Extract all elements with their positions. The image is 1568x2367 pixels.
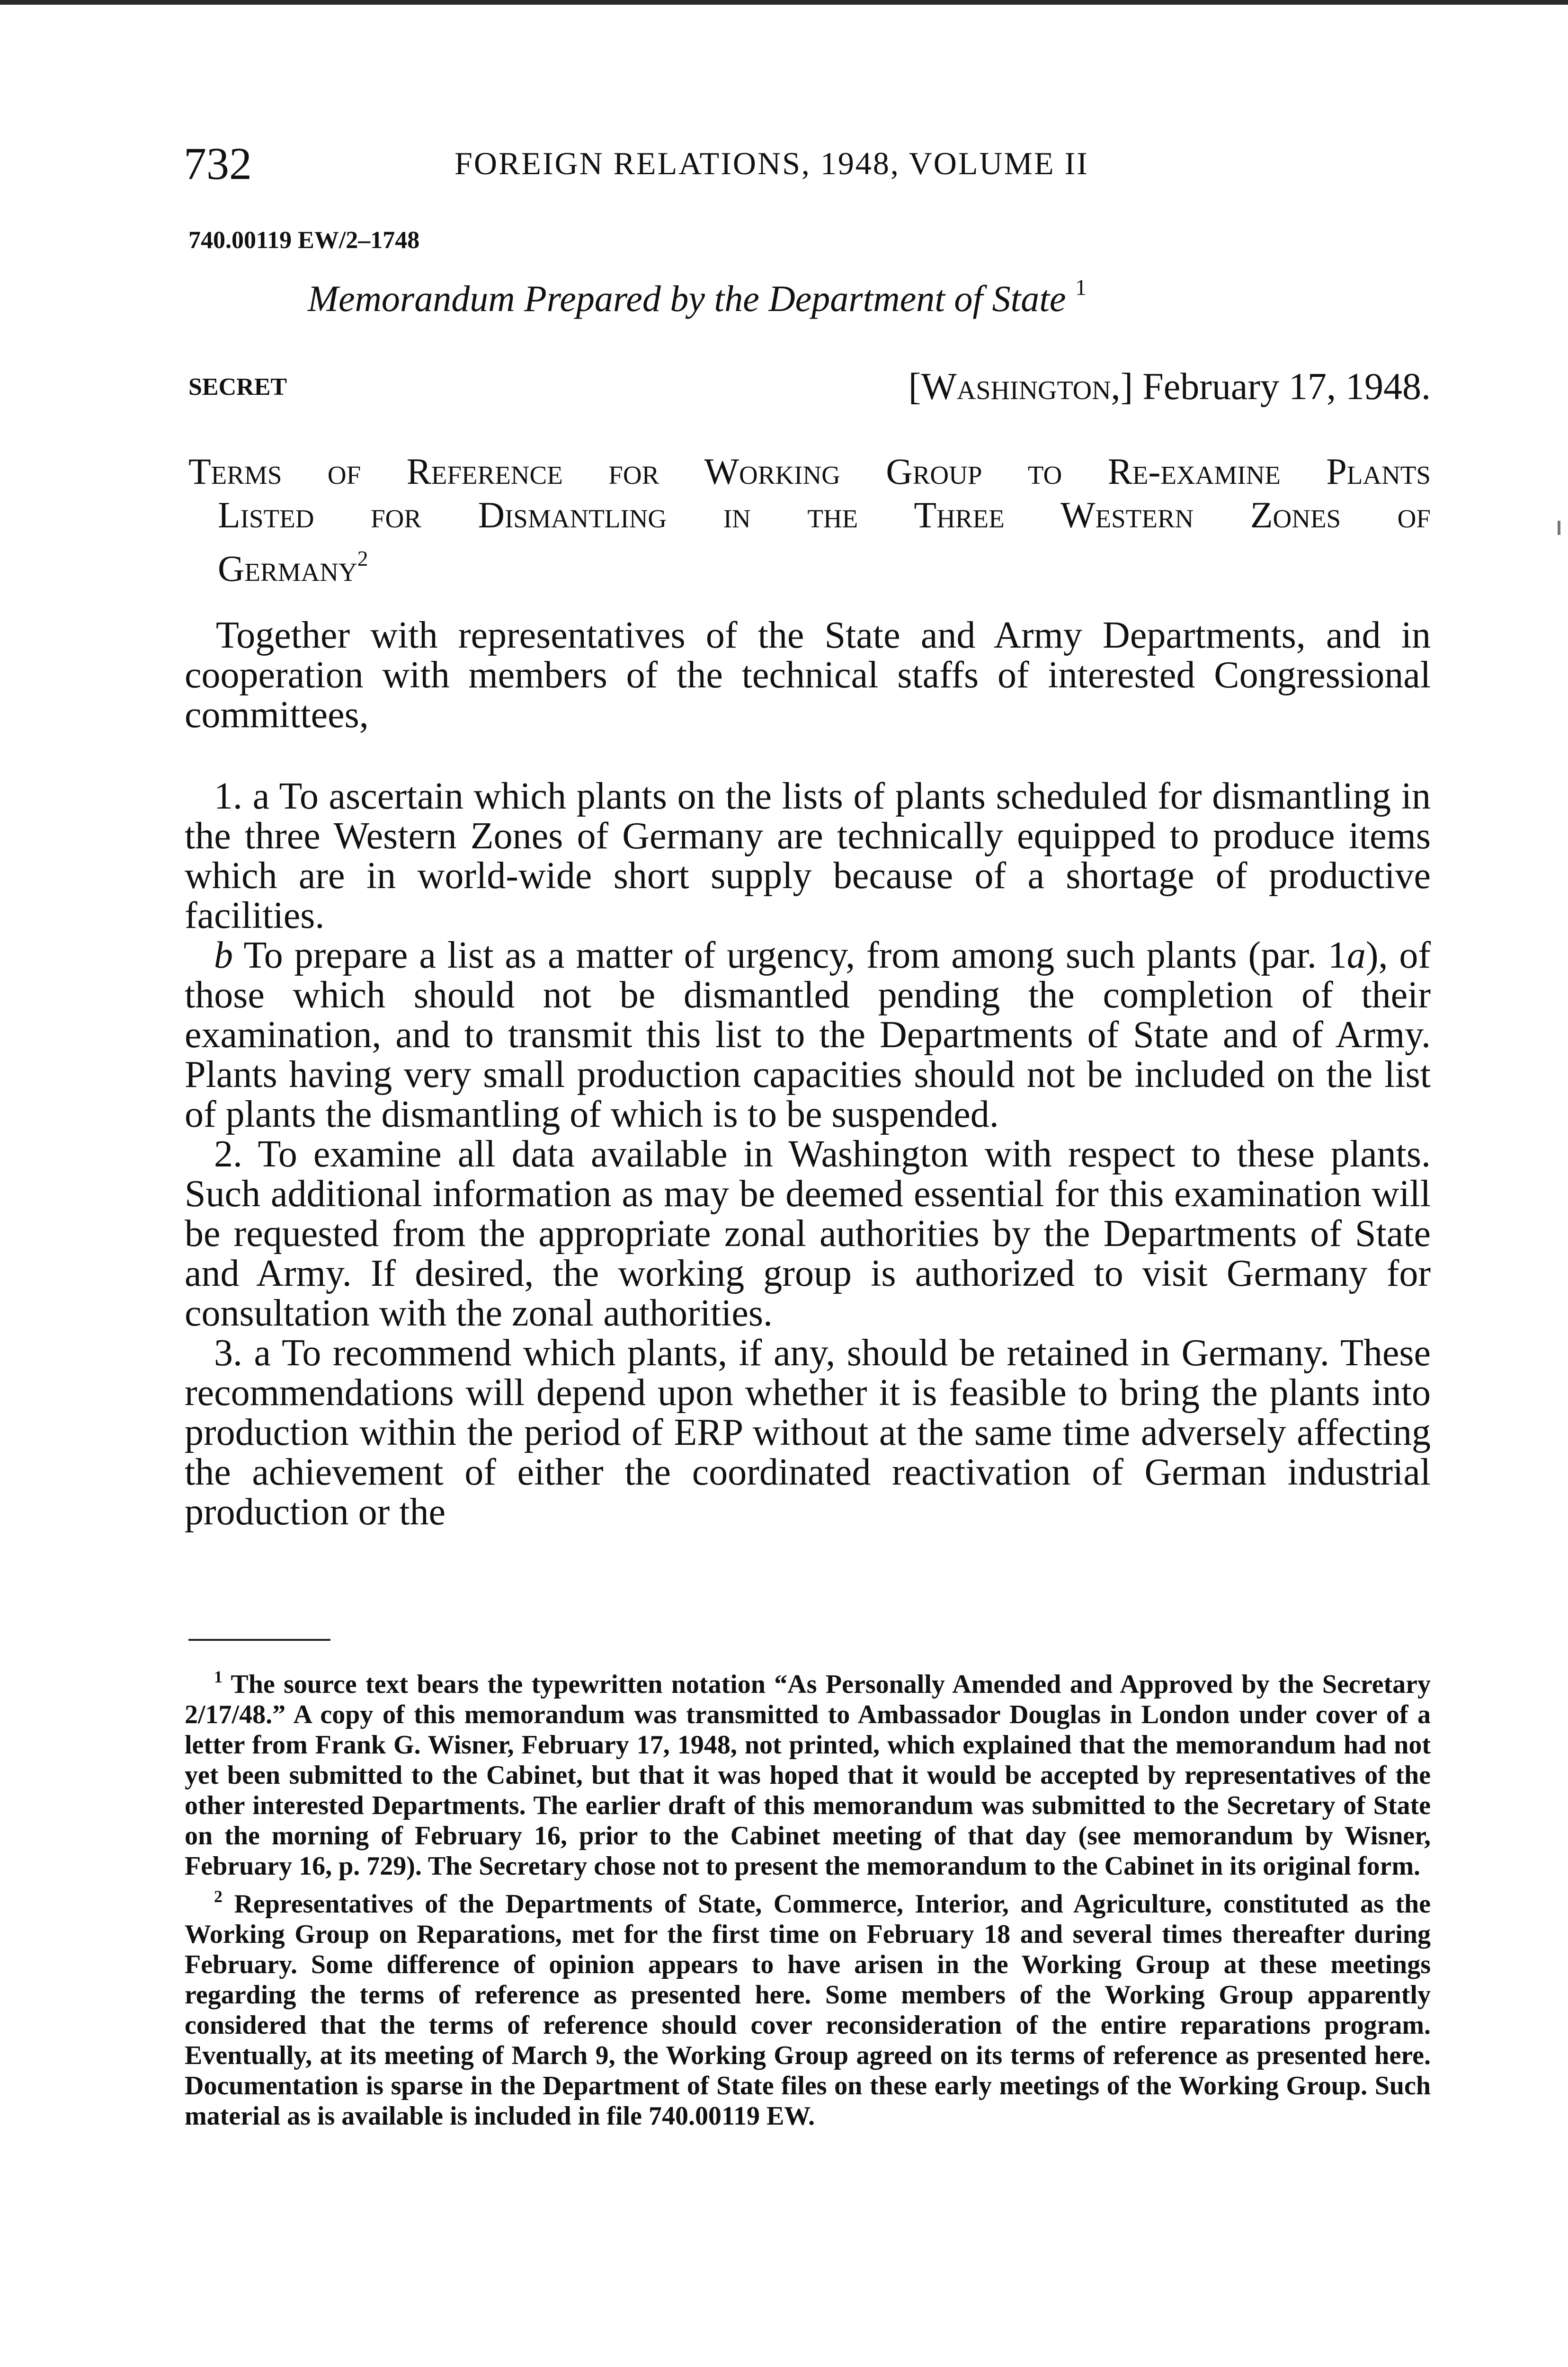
item-2-label: 2. <box>214 1133 242 1175</box>
classification-label: SECRET <box>188 374 287 400</box>
dateline <box>909 365 1431 409</box>
footnote-1-text: The source text bears the typewritten notation “As Personally Amended and Approved by the Secretary 2/17/48.” A copy of this memorandum was transmitted to Ambassador Douglas in London under cover of a letter from Frank G. Wisner, February 17, 1948, not printed, which explained that the memorandum had not yet been submitted to the Cabinet, but that it was hoped that it would be accepted by representatives of the other interested Departments. The earlier draft of this memorandum was submitted to the Secretary of State on the morning of February 16, prior to the Cabinet meeting of that day (see memorandum by Wisner, February 16, p. 729). The Secretary chose not to present the memorandum to the Cabinet in its original form. <box>185 1670 1431 1881</box>
heading-line-3-text: Germany <box>218 548 357 589</box>
footnote-2 <box>185 1881 1431 2131</box>
document-title-text: Memorandum Prepared by the Department of State <box>308 278 1066 319</box>
footnote-2-marker: 2 <box>214 1887 223 1906</box>
item-3a <box>185 1333 1431 1532</box>
heading-line-3 <box>188 537 1431 590</box>
footnote-ref-1: 1 <box>1075 275 1087 300</box>
section-heading <box>188 450 1431 590</box>
intro-paragraph <box>185 615 1431 735</box>
item-1b <box>185 935 1431 1134</box>
running-head: FOREIGN RELATIONS, 1948, VOLUME II <box>454 145 1089 181</box>
heading-line-1: Terms of Reference for Working Group to Re-examine Plants <box>188 451 1431 492</box>
item-1a-label: 1. a <box>214 775 270 817</box>
item-1b-label: b <box>214 934 233 976</box>
footnote-1 <box>185 1662 1431 1881</box>
item-1b-text-after: ), of those which should not be dismantled pending the completion of their examination, and to transmit this list to the Departments of State and of Army. Plants having very small production capacities should not be included on the list of plants the dismantling of which is to be suspended. <box>185 934 1431 1135</box>
document-title <box>308 275 1087 320</box>
top-border <box>0 0 1568 5</box>
numbered-items <box>185 776 1431 1532</box>
item-2-text: To examine all data available in Washington with respect to these plants. Such additional information as may be deemed essential for this examination will be requested from the appropriate zonal authorities by the Departments of State and Army. If desired, the working group is authorized to visit Germany for consultation with the zonal authorities. <box>185 1133 1431 1334</box>
margin-speck <box>1558 521 1560 535</box>
item-1a <box>185 776 1431 935</box>
item-2 <box>185 1134 1431 1333</box>
date-place: [Washington,] <box>908 366 1133 408</box>
item-1b-text-before: To prepare a list as a matter of urgency, from among such plants (par. 1 <box>243 934 1347 976</box>
footnote-ref-2: 2 <box>357 546 368 570</box>
footnote-2-text: Representatives of the Departments of State, Commerce, Interior, and Agriculture, constituted as the Working Group on Reparations, met for the first time on February 18 and several times thereafter during February. Some difference of opinion appears to have arisen in the Working Group at these meetings regarding the terms of reference as presented here. Some members of the Working Group apparently considered that the terms of reference should cover reconsideration of the entire reparations program. Eventually, at its meeting of March 9, the Working Group agreed on its terms of reference as presented here. Documentation is sparse in the Department of State files on these early meetings of the Working Group. Such material as is available is included in file 740.00119 EW. <box>185 1889 1431 2131</box>
heading-line-2: Listed for Dismantling in the Three Western Zones of <box>218 494 1431 535</box>
item-1b-ref: a <box>1346 934 1366 976</box>
footnote-divider <box>188 1639 330 1641</box>
item-3a-label: 3. a <box>214 1332 271 1374</box>
footnote-1-marker: 1 <box>214 1667 223 1686</box>
item-1a-text: To ascertain which plants on the lists of plants scheduled for dismantling in the three Western Zones of Germany are technically equipped to produce items which are in world-wide short supply because of a shortage of productive facilities. <box>185 775 1431 936</box>
date-text: February 17, 1948. <box>1142 366 1431 408</box>
file-number: 740.00119 EW/2–1748 <box>188 227 420 254</box>
item-3a-text: To recommend which plants, if any, should be retained in Germany. These recommendations will depend upon whether it is feasible to bring the plants into production within the period of ERP without at the same time adversely affecting the achievement of either the coordinated reactivation of German industrial production or the <box>185 1332 1431 1533</box>
intro-text: Together with representatives of the State and Army Departments, and in cooperation with members of the technical staffs of interested Congressional committees, <box>185 614 1431 736</box>
page-number: 732 <box>184 138 252 189</box>
footnotes <box>185 1662 1431 2131</box>
